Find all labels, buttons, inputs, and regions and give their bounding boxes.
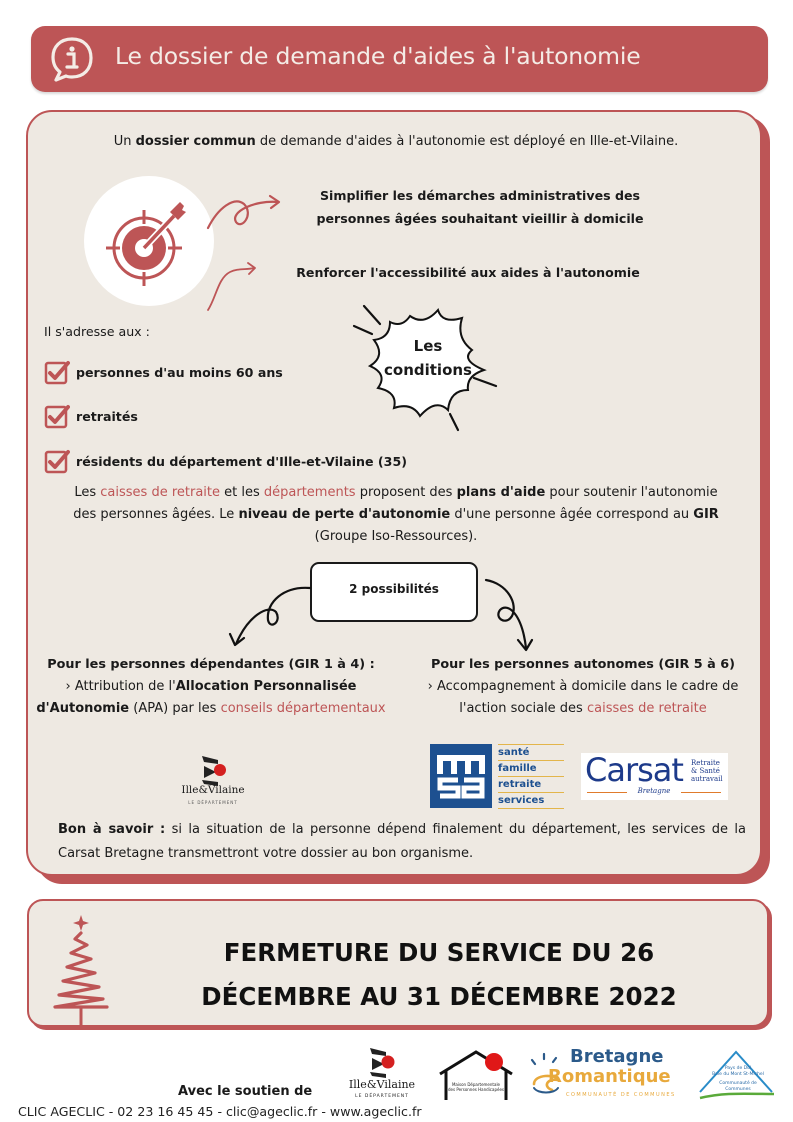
- logo-subtext: LE DÉPARTEMENT: [188, 800, 238, 805]
- carsat-side-line: autravail: [691, 775, 723, 783]
- closure-title: [159, 931, 719, 1019]
- text: › Attribution de l': [65, 679, 176, 694]
- intro-bold: dossier commun: [135, 134, 256, 149]
- logo-text: Bretagne: [570, 1046, 664, 1067]
- conditions-lead: Il s'adresse aux :: [44, 324, 150, 339]
- conditions-burst-label: [368, 334, 488, 382]
- target-illustration: [84, 176, 214, 306]
- highlight: caisses de retraite: [100, 485, 221, 500]
- logo-subtext: LE DÉPARTEMENT: [355, 1094, 409, 1099]
- footer-ille-et-vilaine-logo: [336, 1046, 428, 1102]
- condition-item: [44, 359, 283, 385]
- text: d'une personne âgée correspond au: [450, 507, 694, 522]
- contact-line: CLIC AGECLIC - 02 23 16 45 45 - clic@ageclic.fr - www.ageclic.fr: [18, 1104, 422, 1119]
- text: › Accompagnement à domicile dans le cadre de l'action sociale des: [427, 679, 739, 716]
- carsat-side-text: [691, 759, 723, 783]
- christmas-tree-icon: [51, 911, 111, 1029]
- burst-line: Les: [413, 337, 443, 355]
- condition-label: résidents du département d'Ille-et-Vilaine (35): [76, 453, 407, 469]
- text: Les: [74, 485, 101, 500]
- msa-mark: [430, 744, 492, 808]
- checkbox-checked-icon: [44, 403, 70, 429]
- target-icon: [84, 176, 214, 306]
- text: (APA) par les: [129, 701, 221, 716]
- condition-label: personnes d'au moins 60 ans: [76, 364, 283, 380]
- goal-line: Renforcer l'accessibilité aux aides à l'autonomie: [296, 265, 640, 280]
- logo-text: Ille&Vilaine: [348, 1078, 416, 1091]
- checkbox-checked-icon: [44, 448, 70, 474]
- option-heading: Pour les personnes autonomes (GIR 5 à 6): [431, 657, 735, 672]
- bretagne-romantique-logo: [526, 1046, 688, 1102]
- msa-line: services: [498, 793, 564, 809]
- divider: [587, 792, 627, 793]
- good-to-know-text: si la situation de la personne dépend finalement du département, les services de la Carsat Bretagne transmettront votre dossier au bon organisme.: [58, 822, 746, 861]
- ille-et-vilaine-emblem: [336, 1046, 428, 1082]
- info-icon: [47, 34, 97, 84]
- msa-line: santé: [498, 744, 564, 761]
- closure-banner: [27, 899, 769, 1027]
- goal-line: personnes âgées souhaitant vieillir à domicile: [316, 211, 644, 226]
- logo-text: Baie du Mont St-Michel: [712, 1072, 764, 1077]
- option-heading: Pour les personnes dépendantes (GIR 1 à 4) :: [47, 657, 375, 672]
- carsat-region: Bretagne: [637, 787, 671, 795]
- intro-before: Un: [113, 134, 136, 149]
- possibilities-label: 2 possibilités: [349, 582, 439, 596]
- logo-text: Pays de Dol: [724, 1066, 752, 1071]
- bold-text: plans d'aide: [456, 485, 546, 500]
- goal-accessibility: [268, 261, 668, 284]
- option-dependent: [36, 654, 386, 720]
- msa-tagline: [498, 744, 564, 809]
- carsat-logo: [581, 753, 728, 800]
- mdph-text: Maison Départementale des Personnes Handicapées: [448, 1082, 504, 1092]
- condition-item: [44, 448, 407, 474]
- good-to-know-label: Bon à savoir :: [58, 822, 166, 837]
- closure-line: FERMETURE DU SERVICE DU 26: [223, 938, 655, 967]
- highlight: départements: [263, 485, 356, 500]
- page-header: [31, 26, 768, 92]
- mdph-logo: [436, 1046, 516, 1102]
- curved-arrow-right-icon: [482, 574, 552, 654]
- condition-item: [44, 403, 138, 429]
- burst-line: conditions: [384, 361, 472, 379]
- pays-de-dol-text: [710, 1066, 766, 1093]
- goal-simplify: [290, 184, 670, 230]
- msa-logo: [430, 744, 566, 808]
- closure-line: DÉCEMBRE AU 31 DÉCEMBRE 2022: [201, 982, 677, 1011]
- curved-arrow-left-icon: [224, 582, 314, 654]
- intro-after: de demande d'aides à l'autonomie est déployé en Ille-et-Vilaine.: [255, 134, 679, 149]
- highlight: caisses de retraite: [586, 701, 707, 716]
- bold-text: GIR: [693, 507, 719, 522]
- carsat-name: Carsat: [585, 751, 683, 789]
- arrow-icon: [206, 188, 286, 238]
- msa-monogram: [430, 744, 492, 808]
- msa-line: retraite: [498, 777, 564, 793]
- bold-text: niveau de perte d'autonomie: [238, 507, 451, 522]
- text: (Groupe Iso-Ressources).: [314, 529, 478, 544]
- logo-text: Romantique: [548, 1066, 671, 1087]
- ille-et-vilaine-logo: [158, 752, 268, 812]
- text: pour soutenir l'autonomie des personnes âgées. Le: [73, 485, 718, 522]
- bold-text: Allocation Personnalisée d'Autonomie: [36, 679, 357, 716]
- support-label: Avec le soutien de: [178, 1084, 313, 1099]
- logo-subtext: Communauté de Communes: [719, 1081, 757, 1092]
- good-to-know: [58, 818, 746, 866]
- checkbox-checked-icon: [44, 359, 70, 385]
- logo-subtext: COMMUNAUTÉ DE COMMUNES: [566, 1092, 676, 1098]
- plans-paragraph: [68, 482, 724, 548]
- page-title: Le dossier de demande d'aides à l'autonomie: [115, 42, 641, 70]
- carsat-side-line: & Santé: [691, 767, 720, 775]
- divider: [681, 792, 721, 793]
- text: et les: [220, 485, 264, 500]
- text: proposent des: [355, 485, 457, 500]
- logo-text: Ille&Vilaine: [181, 784, 245, 796]
- highlight: conseils départementaux: [220, 701, 386, 716]
- option-body: [36, 676, 386, 720]
- intro-text: [28, 134, 764, 149]
- carsat-side-line: Retraite: [691, 759, 720, 767]
- option-autonomous: [410, 654, 756, 720]
- goal-line: Simplifier les démarches administratives des: [319, 188, 641, 203]
- msa-line: famille: [498, 761, 564, 777]
- condition-label: retraités: [76, 408, 138, 424]
- house-icon: [436, 1046, 516, 1102]
- option-body: [410, 676, 756, 720]
- pays-de-dol-logo: [696, 1048, 776, 1102]
- main-card: [26, 110, 762, 876]
- arrow-icon: [206, 258, 266, 312]
